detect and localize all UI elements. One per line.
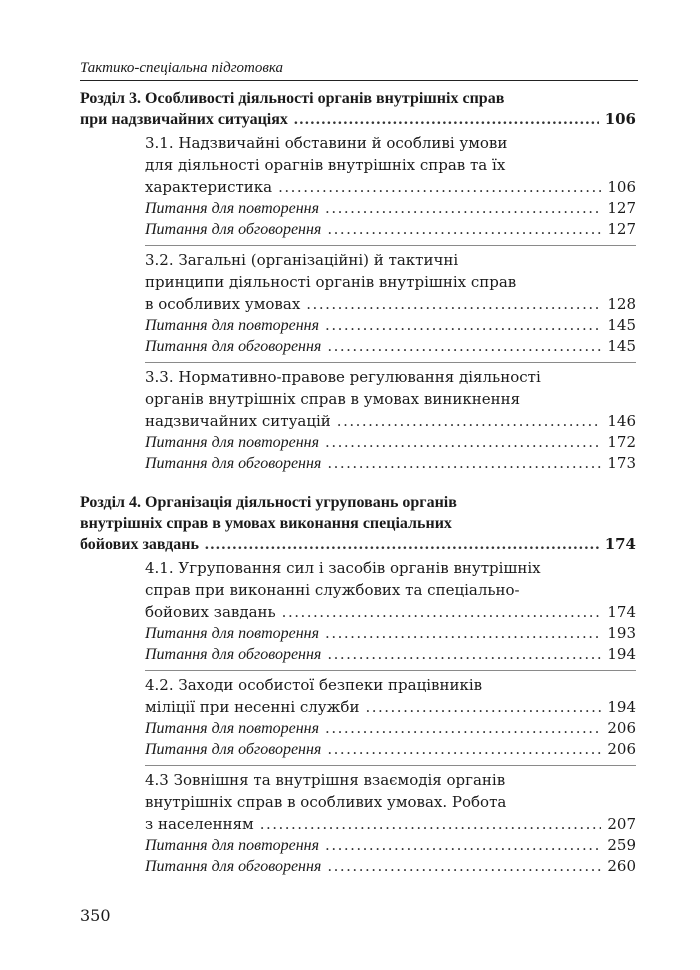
dot-leader (325, 198, 601, 219)
subsection-title-line: органів внутрішніх справ в умовах виникнення (145, 390, 521, 408)
page-ref: 145 (607, 337, 636, 355)
subsection-title-line: 3.3. Нормативно-правове регулювання діяльності (145, 368, 541, 386)
subsection-title-last-line: характеристика (145, 178, 273, 196)
page-ref: 145 (607, 316, 636, 334)
subsection-title-line: 4.1. Угруповання сил і засобів органів внутрішніх (145, 559, 541, 577)
subsection-title-last-line: бойових завдань (145, 603, 276, 621)
question-label: Питання для повторення (145, 434, 320, 451)
page-ref: 207 (607, 815, 636, 833)
toc-section (80, 492, 636, 877)
discussion-questions-entry[interactable] (145, 644, 636, 665)
subsection-title (145, 674, 636, 718)
toc-subsection (145, 765, 636, 877)
subsection-leader-line[interactable] (145, 410, 636, 432)
dot-leader (205, 534, 599, 555)
dot-leader (327, 644, 601, 665)
dot-leader (325, 718, 601, 739)
page-ref: 206 (607, 719, 636, 737)
subsection-list (145, 557, 636, 877)
discussion-questions-entry[interactable] (145, 219, 636, 240)
header-rule (80, 80, 638, 81)
question-label: Питання для обговорення (145, 858, 322, 875)
table-of-contents (80, 88, 636, 886)
section-title (80, 88, 636, 130)
section-title-leader-line[interactable] (80, 109, 636, 130)
discussion-questions-entry[interactable] (145, 336, 636, 357)
subsection-title-line: 4.3 Зовнішня та внутрішня взаємодія органів (145, 771, 506, 789)
dot-leader (325, 315, 601, 336)
subsection-title (145, 132, 636, 198)
subsection-title (145, 366, 636, 432)
running-head: Тактико-спеціальна підготовка (80, 60, 284, 76)
dot-leader (365, 696, 601, 718)
question-label: Питання для обговорення (145, 741, 322, 758)
page-ref: 174 (607, 603, 636, 621)
subsection-title (145, 769, 636, 835)
subsection-leader-line[interactable] (145, 696, 636, 718)
subsection-title-line: принципи діяльності органів внутрішніх справ (145, 273, 517, 291)
subsection-list (145, 132, 636, 474)
subsection-title-last-line: в особливих умовах (145, 295, 301, 313)
page-ref: 194 (607, 698, 636, 716)
toc-subsection (145, 670, 636, 760)
toc-section (80, 88, 636, 474)
page-ref: 106 (604, 110, 636, 128)
review-questions-entry[interactable] (145, 432, 636, 453)
discussion-questions-entry[interactable] (145, 453, 636, 474)
page-ref: 206 (607, 740, 636, 758)
review-questions-entry[interactable] (145, 718, 636, 739)
review-questions-entry[interactable] (145, 623, 636, 644)
toc-subsection (145, 132, 636, 240)
question-label: Питання для обговорення (145, 455, 322, 472)
page-ref: 172 (607, 433, 636, 451)
question-label: Питання для обговорення (145, 221, 322, 238)
discussion-questions-entry[interactable] (145, 739, 636, 760)
dot-leader (278, 176, 601, 198)
section-title-last-line: бойових завдань (80, 536, 199, 553)
page-ref: 127 (607, 220, 636, 238)
subsection-title (145, 557, 636, 623)
discussion-questions-entry[interactable] (145, 856, 636, 877)
review-questions-entry[interactable] (145, 835, 636, 856)
subsection-leader-line[interactable] (145, 176, 636, 198)
subsection-title (145, 249, 636, 315)
page-ref: 260 (607, 857, 636, 875)
toc-subsection (145, 362, 636, 474)
question-label: Питання для повторення (145, 317, 320, 334)
subsection-title-last-line: надзвичайних ситуацій (145, 412, 331, 430)
page-ref: 194 (607, 645, 636, 663)
page-ref: 173 (607, 454, 636, 472)
page-ref: 128 (607, 295, 636, 313)
subsection-leader-line[interactable] (145, 813, 636, 835)
question-label: Питання для обговорення (145, 338, 322, 355)
dot-leader (327, 739, 601, 760)
dot-leader (306, 293, 601, 315)
subsection-title-last-line: з населенням (145, 815, 254, 833)
section-title-leader-line[interactable] (80, 534, 636, 555)
subsection-title-line: внутрішніх справ в особливих умовах. Робота (145, 793, 507, 811)
question-label: Питання для повторення (145, 625, 320, 642)
section-title (80, 492, 636, 555)
dot-leader (337, 410, 602, 432)
subsection-title-line: 4.2. Заходи особистої безпеки працівників (145, 676, 483, 694)
page-ref: 127 (607, 199, 636, 217)
dot-leader (260, 813, 602, 835)
page-ref: 174 (604, 535, 636, 553)
dot-leader (327, 453, 601, 474)
dot-leader (325, 835, 601, 856)
dot-leader (327, 856, 601, 877)
subsection-title-line: справ при виконанні службових та спеціально- (145, 581, 520, 599)
dot-leader (325, 623, 601, 644)
page-ref: 193 (607, 624, 636, 642)
dot-leader (327, 336, 601, 357)
toc-subsection (145, 557, 636, 665)
subsection-leader-line[interactable] (145, 601, 636, 623)
page-ref: 146 (607, 412, 636, 430)
question-label: Питання для повторення (145, 200, 320, 217)
page-ref: 106 (607, 178, 636, 196)
dot-leader (294, 109, 599, 130)
section-title-line: Розділ 3. Особливості діяльності органів внутрішніх справ (80, 90, 505, 107)
question-label: Питання для повторення (145, 837, 320, 854)
page-ref: 259 (607, 836, 636, 854)
section-title-last-line: при надзвичайних ситуаціях (80, 111, 288, 128)
dot-leader (282, 601, 602, 623)
question-label: Питання для повторення (145, 720, 320, 737)
subsection-title-line: 3.2. Загальні (організаційні) й тактичні (145, 251, 459, 269)
subsection-leader-line[interactable] (145, 293, 636, 315)
page-number: 350 (80, 906, 111, 925)
subsection-title-line: для діяльності орагнів внутрішніх справ та їх (145, 156, 506, 174)
section-title-line: Розділ 4. Організація діяльності угруповань органів (80, 494, 457, 511)
section-title-line: внутрішніх справ в умовах виконання спеціальних (80, 515, 452, 532)
subsection-title-last-line: міліції при несенні служби (145, 698, 360, 716)
dot-leader (325, 432, 601, 453)
question-label: Питання для обговорення (145, 646, 322, 663)
dot-leader (327, 219, 601, 240)
review-questions-entry[interactable] (145, 198, 636, 219)
toc-subsection (145, 245, 636, 357)
review-questions-entry[interactable] (145, 315, 636, 336)
subsection-title-line: 3.1. Надзвичайні обставини й особливі умови (145, 134, 508, 152)
